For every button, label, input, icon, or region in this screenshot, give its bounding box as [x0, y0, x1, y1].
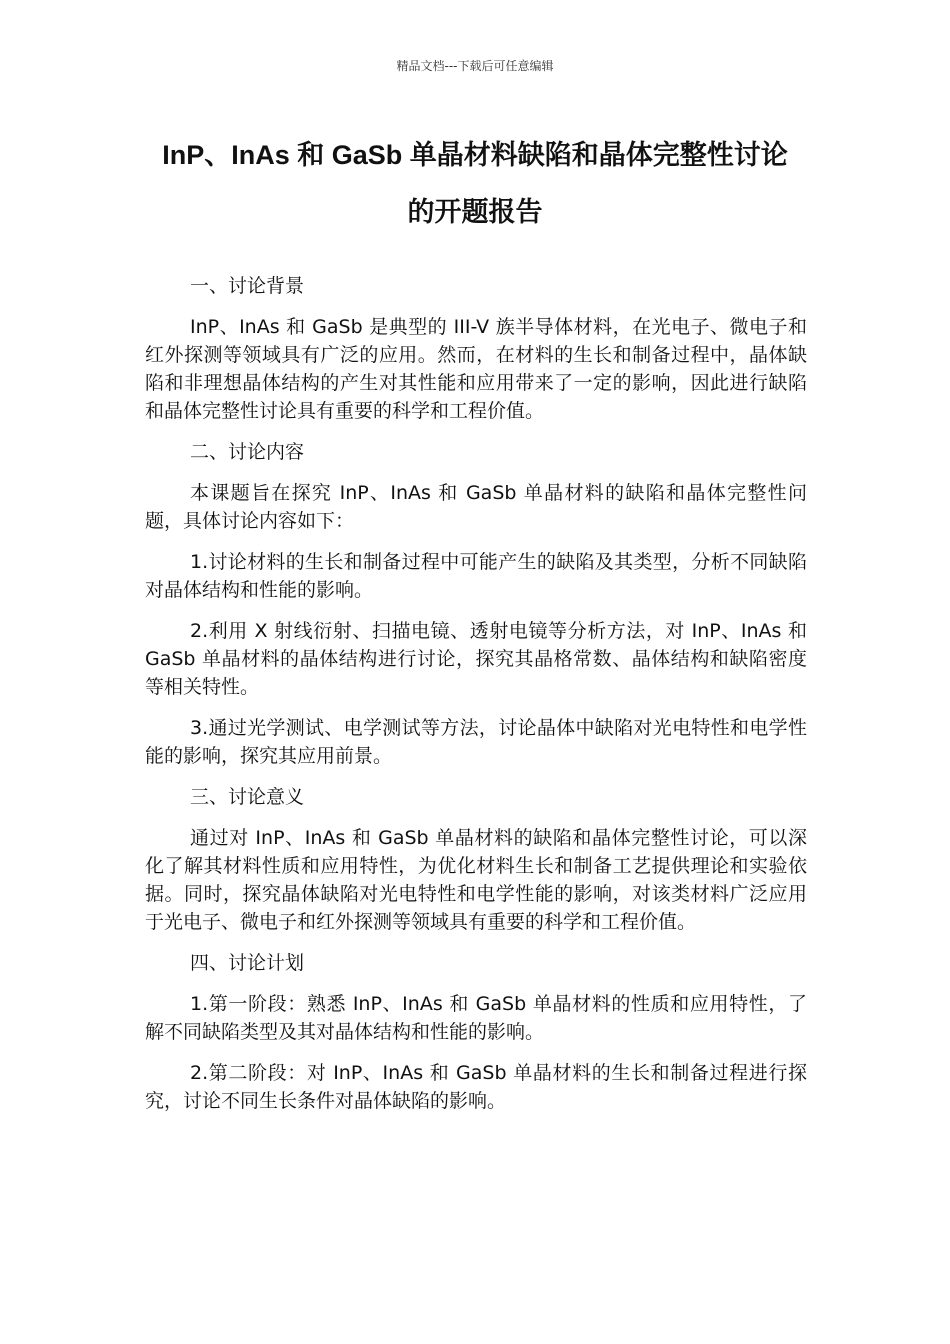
section-heading-significance: 三、讨论意义: [190, 786, 305, 808]
section-heading-background: 一、讨论背景: [190, 275, 305, 297]
title-line-1: InP、InAs 和 GaSb 单晶材料缺陷和晶体完整性讨论: [162, 140, 788, 170]
content-item-3: 3.通过光学测试、电学测试等方法，讨论晶体中缺陷对光电特性和电学性能的影响，探究其应用前景。: [145, 717, 807, 767]
paragraph-content-intro: 本课题旨在探究 InP、InAs 和 GaSb 单晶材料的缺陷和晶体完整性问题，具体讨论内容如下：: [145, 482, 807, 532]
document-body: [145, 272, 807, 1128]
content-item-1: 1.讨论材料的生长和制备过程中可能产生的缺陷及其类型，分析不同缺陷对晶体结构和性能的影响。: [145, 551, 807, 601]
section-heading-content: 二、讨论内容: [190, 441, 305, 463]
page-header: 精品文档---下载后可任意编辑: [396, 59, 554, 73]
plan-item-2: 2.第二阶段：对 InP、InAs 和 GaSb 单晶材料的生长和制备过程进行探究，讨论不同生长条件对晶体缺陷的影响。: [145, 1062, 807, 1112]
paragraph-significance: 通过对 InP、InAs 和 GaSb 单晶材料的缺陷和晶体完整性讨论，可以深化了解其材料性质和应用特性，为优化材料生长和制备工艺提供理论和实验依据。同时，探究晶体缺陷对光电特性和电学性能的影响，对该类材料广泛应用于光电子、微电子和红外探测等领域具有重要的科学和工程价值。: [145, 827, 807, 933]
document-title: [130, 127, 820, 241]
title-line-2: 的开题报告: [407, 197, 543, 227]
paragraph-background: InP、InAs 和 GaSb 是典型的 III-V 族半导体材料，在光电子、微电子和红外探测等领域具有广泛的应用。然而，在材料的生长和制备过程中，晶体缺陷和非理想晶体结构的产生对其性能和应用带来了一定的影响，因此进行缺陷和晶体完整性讨论具有重要的科学和工程价值。: [145, 316, 807, 422]
plan-item-1: 1.第一阶段：熟悉 InP、InAs 和 GaSb 单晶材料的性质和应用特性，了解不同缺陷类型及其对晶体结构和性能的影响。: [145, 993, 807, 1043]
content-item-2: 2.利用 X 射线衍射、扫描电镜、透射电镜等分析方法，对 InP、InAs 和 GaSb 单晶材料的晶体结构进行讨论，探究其晶格常数、晶体结构和缺陷密度等相关特性。: [145, 620, 807, 698]
section-heading-plan: 四、讨论计划: [190, 952, 305, 974]
